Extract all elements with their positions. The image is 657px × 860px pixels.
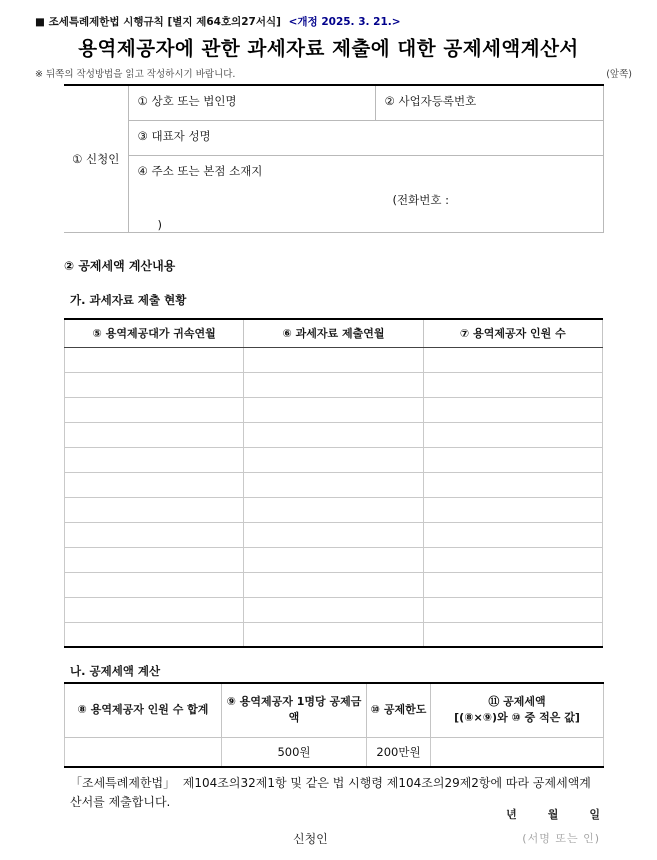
submission-empty-cell <box>423 597 602 622</box>
credit-amount-label-line1: ⑪ 공제세액 <box>488 694 546 708</box>
submission-empty-cell <box>423 547 602 572</box>
applicant-row-representative <box>64 120 603 155</box>
instruction-row <box>35 66 632 80</box>
phone-close-paren: ) <box>157 217 162 232</box>
calculation-section-title: ② 공제세액 계산내용 <box>64 259 176 273</box>
submission-empty-cell <box>244 397 423 422</box>
submission-empty-row <box>65 622 603 647</box>
submission-empty-cell <box>423 622 602 647</box>
submission-empty-row <box>65 497 603 522</box>
submission-header-row <box>65 319 603 347</box>
submission-empty-cell <box>244 347 423 372</box>
address-field-content <box>137 163 599 232</box>
revision-note: <개정 2025. 3. 21.> <box>288 16 401 28</box>
submission-empty-row <box>65 372 603 397</box>
submission-empty-cell <box>423 447 602 472</box>
submission-empty-row <box>65 522 603 547</box>
submission-empty-cell <box>244 472 423 497</box>
submission-empty-row <box>65 547 603 572</box>
submission-empty-cell <box>65 472 244 497</box>
regulation-text: ■ 조세특례제한법 시행규칙 [별지 제64호의27서식] <box>35 16 281 28</box>
submission-empty-cell <box>65 347 244 372</box>
submission-empty-cell <box>65 547 244 572</box>
col-provider-count: ⑦ 용역제공자 인원 수 <box>423 319 602 347</box>
submission-empty-row <box>65 347 603 372</box>
address-field <box>128 155 603 232</box>
page-side-label: (앞쪽) <box>606 69 632 80</box>
submission-empty-cell <box>65 522 244 547</box>
credit-limit-value: 200만원 <box>367 737 431 767</box>
date-day-label: 일 <box>589 808 600 821</box>
submission-empty-row <box>65 572 603 597</box>
col-accrual-month: ⑤ 용역제공대가 귀속연월 <box>65 319 244 347</box>
representative-name-field: ③ 대표자 성명 <box>128 120 603 155</box>
submission-empty-cell <box>65 447 244 472</box>
submission-empty-cell <box>244 572 423 597</box>
submission-empty-cell <box>423 472 602 497</box>
submission-empty-cell <box>244 547 423 572</box>
submission-empty-row <box>65 397 603 422</box>
per-person-credit-value: 500원 <box>222 737 367 767</box>
submission-empty-cell <box>65 372 244 397</box>
credit-table-body <box>65 737 604 767</box>
credit-value-row <box>65 737 604 767</box>
submission-empty-cell <box>65 422 244 447</box>
date-year-label: 년 <box>506 808 517 821</box>
credit-amount-label-line2: [(⑧×⑨)와 ⑩ 중 적은 값] <box>454 711 580 725</box>
col-per-person-credit: ⑨ 용역제공자 1명당 공제금액 <box>222 683 367 737</box>
signature-note: (서명 또는 인) <box>522 832 600 845</box>
applicant-section-label: ① 신청인 <box>64 85 128 232</box>
submission-empty-cell <box>244 522 423 547</box>
submission-table-header <box>65 319 603 347</box>
credit-amount-value <box>431 737 604 767</box>
credit-calculation-table <box>64 682 604 768</box>
submission-empty-cell <box>65 397 244 422</box>
submission-empty-cell <box>423 397 602 422</box>
submission-empty-cell <box>423 422 602 447</box>
submission-empty-cell <box>65 597 244 622</box>
submission-empty-row <box>65 422 603 447</box>
date-month-label: 월 <box>547 808 559 821</box>
submission-empty-row <box>65 472 603 497</box>
submission-empty-cell <box>244 497 423 522</box>
submission-status-table <box>64 318 603 648</box>
declaration-text: 「조세특례제한법」 제104조의32제1항 및 같은 법 시행령 제104조의29제2항에 따라 공제세액계산서를 제출합니다. <box>70 776 591 810</box>
submission-empty-cell <box>244 447 423 472</box>
signer-label: 신청인 <box>293 832 328 846</box>
submission-empty-cell <box>423 372 602 397</box>
submission-empty-cell <box>423 497 602 522</box>
address-label: ④ 주소 또는 본점 소재지 <box>137 163 263 178</box>
col-credit-limit: ⑩ 공제한도 <box>367 683 431 737</box>
submission-empty-cell <box>65 572 244 597</box>
col-submission-month: ⑥ 과세자료 제출연월 <box>244 319 423 347</box>
submission-empty-cell <box>65 497 244 522</box>
credit-calculation-title: 나. 공제세액 계산 <box>70 664 161 678</box>
submission-empty-cell <box>65 622 244 647</box>
submission-empty-cell <box>423 572 602 597</box>
credit-header-row <box>65 683 604 737</box>
submission-table-body <box>65 347 603 647</box>
instruction-note: ※ 뒤쪽의 작성방법을 읽고 작성하시기 바랍니다. <box>35 69 236 80</box>
submission-status-title: 가. 과세자료 제출 현황 <box>70 293 187 307</box>
submission-empty-cell <box>244 622 423 647</box>
registration-number-field: ② 사업자등록번호 <box>375 85 603 120</box>
submission-empty-cell <box>244 422 423 447</box>
submission-empty-cell <box>244 372 423 397</box>
submission-empty-row <box>65 447 603 472</box>
applicant-table <box>64 84 604 233</box>
col-total-headcount: ⑧ 용역제공자 인원 수 합계 <box>65 683 222 737</box>
regulation-line <box>35 14 401 29</box>
col-credit-amount <box>431 683 604 737</box>
page-title: 용역제공자에 관한 과세자료 제출에 대한 공제세액계산서 <box>78 37 579 60</box>
total-headcount-value <box>65 737 222 767</box>
submission-empty-cell <box>423 522 602 547</box>
credit-table-header <box>65 683 604 737</box>
submission-empty-cell <box>423 347 602 372</box>
applicant-row-name <box>64 85 603 120</box>
submission-empty-row <box>65 597 603 622</box>
phone-number-label: (전화번호 : <box>392 192 449 207</box>
date-line <box>506 806 600 822</box>
business-name-field: ① 상호 또는 법인명 <box>128 85 375 120</box>
submission-empty-cell <box>244 597 423 622</box>
applicant-row-address <box>64 155 603 232</box>
